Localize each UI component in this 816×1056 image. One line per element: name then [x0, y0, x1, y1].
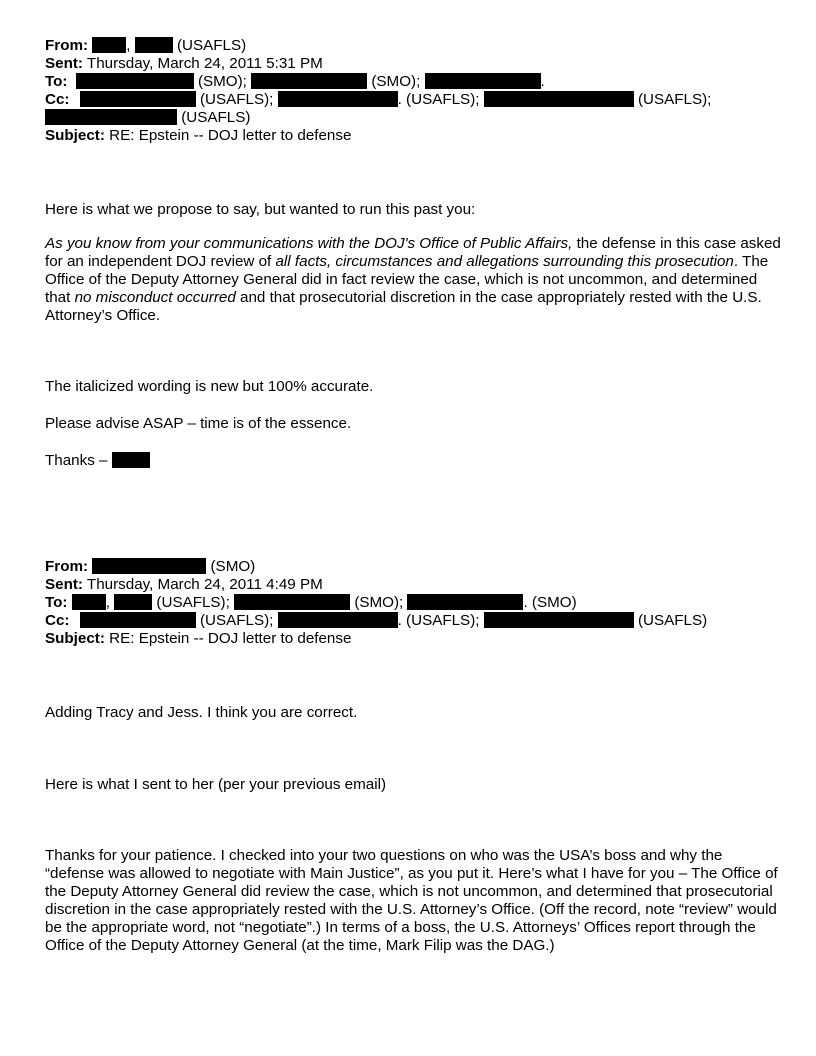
to-org: (SMO);	[354, 594, 404, 611]
note-paragraph: The italicized wording is new but 100% accurate.	[45, 378, 374, 395]
redaction	[425, 73, 541, 89]
redaction	[278, 91, 398, 107]
email2-header	[45, 558, 785, 648]
email1-note	[45, 378, 785, 396]
from-label: From:	[45, 37, 89, 54]
from-line	[45, 37, 785, 55]
redaction	[72, 594, 106, 610]
redaction	[407, 594, 523, 610]
cc-org: (USAFLS);	[199, 612, 274, 629]
text: the defense in this case asked for an independent DOJ review of	[45, 235, 781, 270]
to-org: . (SMO)	[523, 594, 577, 611]
sent-label: Sent:	[45, 55, 83, 72]
email1-header	[45, 37, 785, 145]
email2-p3	[45, 847, 785, 955]
redaction	[80, 91, 196, 107]
subject-line	[45, 630, 785, 648]
redaction	[92, 37, 126, 53]
from-org: (USAFLS)	[176, 37, 247, 54]
redaction	[135, 37, 173, 53]
subject-label: Subject:	[45, 630, 105, 647]
thanks-text: Thanks –	[45, 452, 108, 469]
separator: ,	[126, 37, 131, 54]
from-line	[45, 558, 785, 576]
italic-text: no misconduct occurred	[74, 289, 236, 306]
sent-value: Thursday, March 24, 2011 4:49 PM	[86, 576, 323, 593]
redaction	[234, 594, 350, 610]
email2-p1	[45, 704, 785, 722]
redaction	[484, 612, 634, 628]
to-org: (SMO);	[371, 73, 421, 90]
redaction	[76, 73, 194, 89]
to-org: (USAFLS);	[156, 594, 230, 611]
signoff-paragraph	[45, 452, 785, 470]
redaction	[45, 109, 177, 125]
email1-advise	[45, 415, 785, 433]
cc-label: Cc:	[45, 612, 70, 629]
cc-line	[45, 612, 785, 630]
email1-signoff	[45, 452, 785, 470]
redaction	[484, 91, 634, 107]
cc-org: . (USAFLS);	[397, 91, 480, 108]
cc-org: . (USAFLS);	[397, 612, 480, 629]
to-org: (SMO);	[197, 73, 247, 90]
redaction	[114, 594, 152, 610]
redaction	[80, 612, 196, 628]
subject-value: RE: Epstein -- DOJ letter to defense	[109, 630, 352, 647]
sent-line	[45, 55, 785, 73]
redaction	[92, 558, 206, 574]
to-label: To:	[45, 594, 68, 611]
to-end: .	[540, 73, 545, 90]
to-line	[45, 73, 785, 91]
subject-value: RE: Epstein -- DOJ letter to defense	[109, 127, 352, 144]
email1-proposal	[45, 235, 785, 325]
advise-paragraph: Please advise ASAP – time is of the essence.	[45, 415, 352, 432]
email1-intro	[45, 201, 785, 219]
cc-line	[45, 91, 785, 109]
subject-label: Subject:	[45, 127, 105, 144]
redaction	[278, 612, 398, 628]
cc-org: (USAFLS);	[199, 91, 274, 108]
redaction	[251, 73, 367, 89]
cc-line-continued	[45, 109, 785, 127]
separator: ,	[105, 594, 110, 611]
italic-text: all facts, circumstances and allegations surrounding this prosecution	[275, 253, 734, 270]
from-label: From:	[45, 558, 89, 575]
text: and that prosecutorial discretion in the case appropriately rested with the U.S. Attorney’s Office.	[45, 289, 762, 324]
body-paragraph: Here is what I sent to her (per your previous email)	[45, 776, 387, 793]
body-paragraph: Thanks for your patience. I checked into your two questions on who was the USA’s boss and why the “defense was allowed to negotiate with Main Justice”, as you put it. Here’s what I have for you – The Office of the Deputy Attorney General did review the case, which is not uncommon, and determined that prosecutorial discretion in the case appropriately rested with the U.S. Attorney’s Office. (Off the record, note “review” would be the appropriate word, not “negotiate”.) In terms of a boss, the U.S. Attorneys’ Offices report through the Office of the Deputy Attorney General (at the time, Mark Filip was the DAG.)	[45, 847, 778, 954]
cc-org: (USAFLS)	[637, 612, 708, 629]
email2-p2	[45, 776, 785, 794]
intro-paragraph: Here is what we propose to say, but wanted to run this past you:	[45, 201, 476, 218]
text: . The Office of the Deputy Attorney General did in fact review the case, which is not uncommon, and determined that	[45, 253, 769, 306]
cc-org: (USAFLS)	[181, 109, 251, 126]
to-line	[45, 594, 785, 612]
proposal-paragraph	[45, 235, 785, 325]
sent-line	[45, 576, 785, 594]
sent-value: Thursday, March 24, 2011 5:31 PM	[86, 55, 323, 72]
sent-label: Sent:	[45, 576, 83, 593]
redaction	[112, 452, 150, 468]
from-org: (SMO)	[210, 558, 256, 575]
body-paragraph: Adding Tracy and Jess. I think you are correct.	[45, 704, 358, 721]
cc-label: Cc:	[45, 91, 70, 108]
to-label: To:	[45, 73, 68, 90]
subject-line	[45, 127, 785, 145]
cc-org: (USAFLS);	[637, 91, 712, 108]
italic-text: As you know from your communications with the DOJ's Office of Public Affairs,	[45, 235, 573, 252]
